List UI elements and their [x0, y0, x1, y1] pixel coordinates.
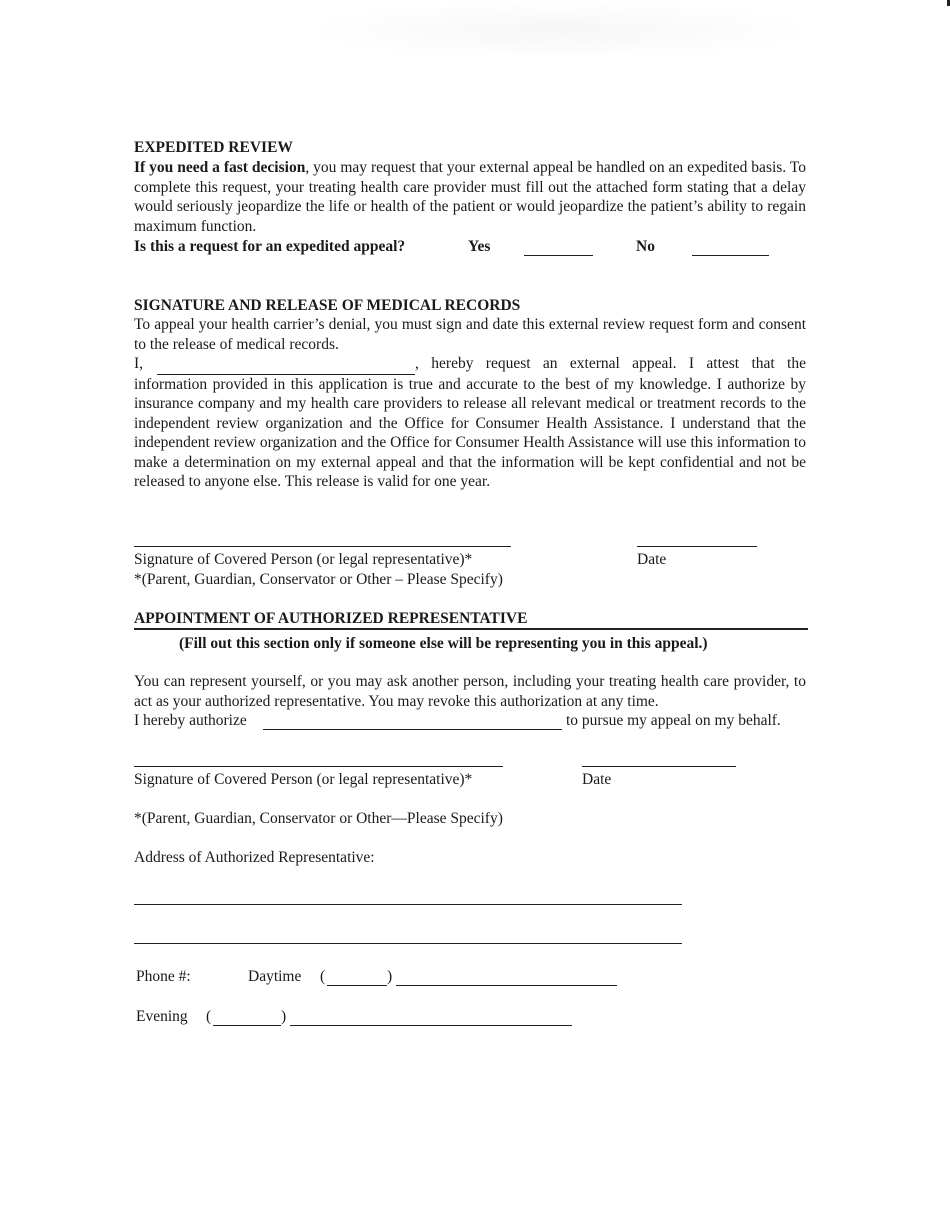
date-line-1[interactable] [637, 546, 757, 547]
daytime-area-code-close-paren: ) [387, 968, 393, 985]
daytime-area-code-line[interactable] [327, 985, 387, 986]
daytime-label: Daytime [248, 968, 302, 985]
signature-release-heading: SIGNATURE AND RELEASE OF MEDICAL RECORDS [134, 297, 521, 314]
expedited-body: , you may request that your external appeal be handled on an expedited basis. To complete this request, your treating health care provider must fill out the attached form stating that a delay would seriously jeopardize the life or health of the patient or would jeopardize the patient’s ability to regain maximum function. [134, 159, 806, 235]
daytime-area-code-open-paren: ( [320, 968, 326, 985]
evening-area-code-open-paren: ( [206, 1008, 212, 1025]
attestation-paragraph [134, 354, 806, 492]
date-line-2[interactable] [582, 766, 736, 767]
evening-area-code-line[interactable] [213, 1025, 281, 1026]
representative-name-line[interactable] [263, 729, 562, 730]
attest-text: , hereby request an external appeal. I attest that the information provided in this application is true and accurate to the best of my knowledge. I authorize by insurance company and my health care providers to release all relevant medical or treatment records to the independent review organization and the Office for Consumer Health Assistance. I understand that the independent review organization and the Office for Consumer Health Assistance will use this information to make a determination on my external appeal and that the information will be kept confidential and not be released to anyone else. This release is valid for one year. [134, 355, 806, 490]
authorized-rep-heading: APPOINTMENT OF AUTHORIZED REPRESENTATIVE [134, 610, 528, 627]
phone-label: Phone #: [136, 968, 191, 985]
address-label: Address of Authorized Representative: [134, 849, 375, 866]
name-fill-line[interactable] [157, 354, 415, 375]
expedited-question: Is this a request for an expedited appeal? [134, 238, 406, 255]
date-label-1: Date [637, 551, 667, 568]
attest-prefix: I, [134, 355, 144, 372]
no-answer-line[interactable] [692, 255, 769, 256]
signature-release-intro: To appeal your health carrier’s denial, you must sign and date this external review request form and consent to the release of medical records. [134, 316, 806, 353]
evening-label: Evening [136, 1008, 188, 1025]
fast-decision-lead: If you need a fast decision [134, 159, 306, 176]
authorize-prefix: I hereby authorize [134, 712, 247, 729]
signature-line-2[interactable] [134, 766, 503, 767]
scan-shadow [300, 0, 820, 60]
no-label: No [636, 238, 655, 255]
address-line-1[interactable] [134, 904, 682, 905]
daytime-number-line[interactable] [396, 985, 617, 986]
date-label-2: Date [582, 771, 612, 788]
authorized-rep-intro: You can represent yourself, or you may ask another person, including your treating health care provider, to act as your authorized representative. You may revoke this authorization at any time. [134, 673, 806, 710]
evening-number-line[interactable] [290, 1025, 572, 1026]
signature-footnote-1: *(Parent, Guardian, Conservator or Other – Please Specify) [134, 571, 503, 588]
signature-label-2: Signature of Covered Person (or legal representative)* [134, 771, 473, 788]
section-divider [134, 628, 808, 630]
address-line-2[interactable] [134, 943, 682, 944]
expedited-review-heading: EXPEDITED REVIEW [134, 139, 293, 156]
authorized-rep-subheading: (Fill out this section only if someone else will be representing you in this appeal.) [179, 635, 708, 652]
evening-area-code-close-paren: ) [281, 1008, 287, 1025]
yes-answer-line[interactable] [524, 255, 593, 256]
authorize-suffix: to pursue my appeal on my behalf. [566, 712, 781, 729]
signature-line-1[interactable] [134, 546, 511, 547]
signature-label-1: Signature of Covered Person (or legal representative)* [134, 551, 473, 568]
yes-label: Yes [468, 238, 491, 255]
signature-footnote-2: *(Parent, Guardian, Conservator or Other—Please Specify) [134, 810, 503, 827]
expedited-review-text [134, 158, 806, 236]
